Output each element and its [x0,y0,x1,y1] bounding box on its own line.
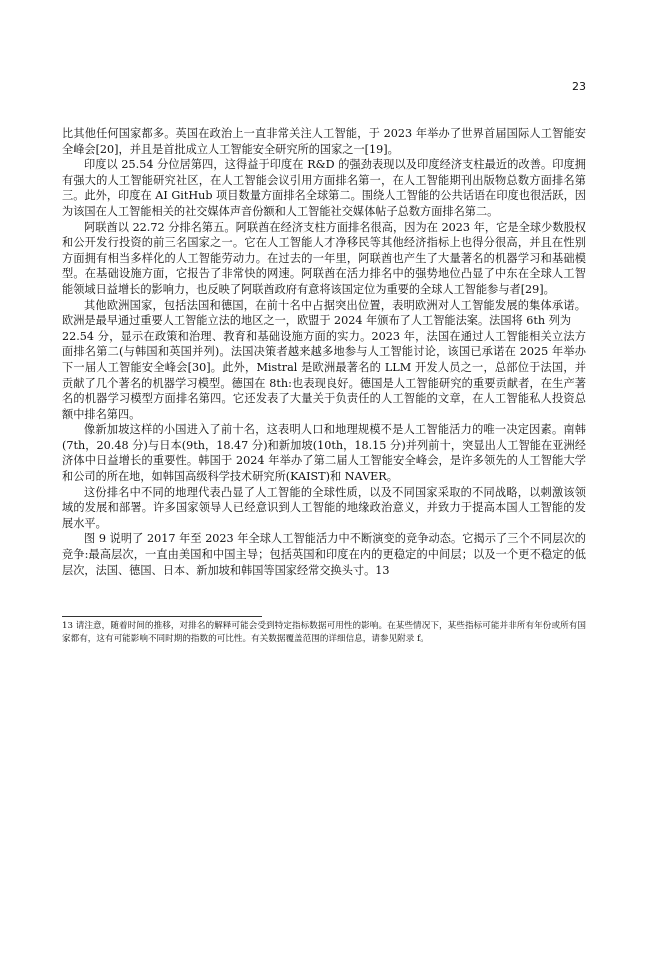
footnote-divider [62,616,262,617]
page-number: 23 [572,80,586,93]
paragraph-uk-continuation: 比其他任何国家都多。英国在政治上一直非常关注人工智能，于 2023 年举办了世界首届国际人工智能安全峰会[20]，并且是首批成立人工智能安全研究所的国家之一[19]。 [62,127,586,156]
paragraph-singapore-korea-japan: 像新加坡这样的小国进入了前十名，这表明人口和地理规模不是人工智能活力的唯一决定因素。南韩(7th，20.48 分)与日本(9th，18.47 分)和新加坡(10th，18.15 分)并列前十，突显出人工智能在亚洲经济体中日益增长的重要性。韩国于 2024 年举办了第二届人工智能安全峰会，是许多领先的人工智能大学和公司的所在地，如韩国高级科学技术研究所(KAIST)和 NAVER。 [62,423,586,484]
footnote-13: 13 请注意，随着时间的推移，对排名的解释可能会受到特定指标数据可用性的影响。在某些情况下，某些指标可能并非所有年份或所有国家都有，这有可能影响不同时期的指数的可比性。有关数据覆盖范围的详细信息，请参见附录 f。 [62,621,586,644]
body-text [62,126,586,578]
paragraph-europe: 其他欧洲国家，包括法国和德国，在前十名中占据突出位置，表明欧洲对人工智能发展的集体承诺。欧洲是最早通过重要人工智能立法的地区之一，欧盟于 2024 年颁布了人工智能法案。法国将 6th 列为 [62,298,586,328]
paragraph-india: 印度以 25.54 分位居第四，这得益于印度在 R&D 的强劲表现以及印度经济支柱最近的改善。印度拥有强大的人工智能研究社区，在人工智能会议引用方面排名第一，在人工智能期刊出版物总数方面排名第三。此外，印度在 AI GitHub 项目数量方面排名全球第二。围绕人工智能的公共话语在印度也很活跃，因为该国在人工智能相关的社交媒体声音份额和人工智能社交媒体帖子总数方面排名第二。 [62,158,586,218]
paragraph-france-germany: 22.54 分，显示在政策和治理、教育和基础设施方面的实力。2023 年，法国在通过人工智能相关立法方面排名第二(与韩国和英国并列)。法国决策者越来越多地参与人工智能讨论，该国已承诺在 2025 年举办下一届人工智能安全峰会[30]。此外，Mistral 是欧洲最著名的 LLM 开发人员之一，总部位于法国，并贡献了几个著名的机器学习模型。德国在 8th:也表现良好。德国是人工智能研究的重要贡献者，在生产著名的机器学习模型方面排名第四。它还发表了大量关于负责任的人工智能的文章，在人工智能私人投资总额中排名第四。 [62,329,586,421]
paragraph-uae: 阿联酋以 22.72 分排名第五。阿联酋在经济支柱方面排名很高，因为在 2023 年，它是全球少数股权和公开发行投资的前三名国家之一。它在人工智能人才净移民等其他经济指标上也得分很高，并且在性别方面拥有相当多样化的人工智能劳动力。在过去的一年里，阿联酋也产生了大量著名的机器学习和基础模型。在基础设施方面，它报告了非常快的网速。阿联酋在活力排名中的强势地位凸显了中东在全球人工智能领域日益增长的影响力，也反映了阿联酋政府有意将该国定位为重要的全球人工智能参与者[29]。 [62,220,586,296]
paragraph-global-nature: 这份排名中不同的地理代表凸显了人工智能的全球性质，以及不同国家采取的不同战略，以刺激该领域的发展和部署。许多国家领导人已经意识到人工智能的地缘政治意义，并致力于提高本国人工智能的发展水平。 [62,485,586,530]
paragraph-figure-9: 图 9 说明了 2017 年至 2023 年全球人工智能活力中不断演变的竞争动态。它揭示了三个不同层次的竞争:最高层次，一直由美国和中国主导；包括英国和印度在内的更稳定的中间层；以及一个更不稳定的低层次，法国、德国、日本、新加坡和韩国等国家经常交换头寸。13 [62,532,586,577]
